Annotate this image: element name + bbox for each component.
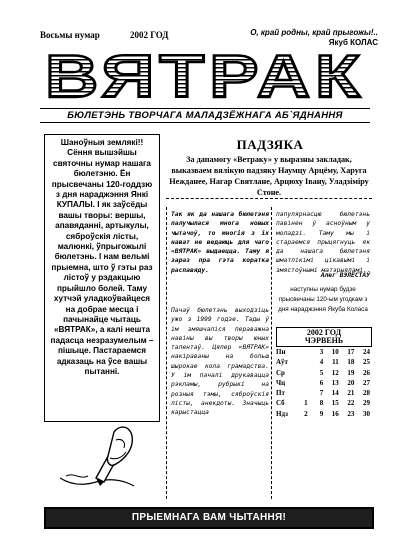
- calendar-date: 26: [362, 368, 370, 377]
- calendar-date: 12: [331, 368, 339, 377]
- calendar-date: 4: [319, 358, 324, 367]
- calendar-date: 24: [362, 348, 370, 356]
- calendar-date: [292, 347, 308, 357]
- calendar-date: [292, 368, 308, 378]
- calendar-grid: [276, 347, 370, 419]
- motto-quote: О, край родны, край прыгожы!..: [250, 28, 378, 37]
- masthead-logo: [40, 47, 370, 103]
- calendar-weekday: Чц: [276, 378, 286, 387]
- article-body: Пачаў бюлетэнь выходзіць ужо з 1999 годзе. Тады ў ім змяшчаліся пераважна навіны вы творы юных талентаў. Цяпер «ВЯТРАК» накіраваны на больш шырокае кола грамадства. У ім пачалі друкавацца рэкламы, рубрыкі на розныя тэмы, сяброўскія лісты, анекдоты. Значыць карыстацца: [171, 307, 269, 417]
- calendar-weekday: Пн: [276, 348, 286, 356]
- calendar-date: 27: [362, 378, 370, 387]
- calendar-row: [276, 368, 370, 378]
- calendar-date: 5: [319, 368, 324, 377]
- calendar-weekday: Ср: [276, 368, 285, 377]
- calendar-row: [276, 398, 370, 408]
- calendar-date: [292, 388, 308, 398]
- pen-writing-illustration: [56, 418, 136, 500]
- calendar-row: [276, 347, 370, 357]
- calendar-date: 25: [362, 358, 370, 367]
- calendar-date: [292, 378, 308, 388]
- section-divider: [166, 198, 372, 199]
- calendar-date: 8: [319, 399, 324, 408]
- calendar-date: 22: [347, 399, 355, 408]
- calendar-date: 14: [331, 389, 339, 398]
- thanks-text: За дапамогу «Ветраку» у выразны закладак, выказваем вялікую падзяку Наумцу Арцёму, Харуга Нежданее, Нагар Святлане, Арцюху Івану, Уладзіміру Стоне.: [169, 155, 369, 197]
- editorial-text: Шаноўныя землякі!! Сёння вышэйшы святочны нумар нашага бюлетэню. Ён прысвечаны 120-годдзю з дня нараджэння Янкі КУПАЛЫ. І як заўсёды вашы творы: вершы, апавяданні, артыкулы, сяброўскія лісты, малюнкі, ўпрыгожылі бюлетэнь. І нам вельмі прыемна, што ў гэты раз лістоў у рэдакцыю прыйшло болей. Таму хутчэй уладкоўвайцеся на добрае месца і пачынайце чытаць «ВЯТРАК», а калі нешта падасца незразумелым – пішыце. Пастараемся адказаць на ўсе вашы пытанні.: [50, 138, 154, 376]
- issue-number: Восьмы нумар: [40, 30, 100, 40]
- calendar-date: [292, 357, 308, 367]
- calendar-date: 2: [304, 409, 308, 418]
- masthead-subtitle: БЮЛЕТЭНЬ ТВОРЧАГА МАЛАДЗЁЖНАГА АБ`ЯДНАННЯ: [40, 108, 370, 123]
- calendar-date: 16: [331, 409, 339, 418]
- calendar-date: 7: [319, 389, 324, 398]
- calendar-date: 11: [332, 358, 339, 367]
- calendar-date: 18: [347, 358, 355, 367]
- calendar-row: [276, 378, 370, 388]
- calendar-row: [276, 388, 370, 398]
- calendar-weekday: Пт: [276, 389, 285, 398]
- calendar-date: 23: [347, 409, 355, 418]
- calendar-date: 6: [319, 378, 324, 387]
- calendar-date: 28: [362, 389, 370, 398]
- calendar-row: [276, 409, 370, 419]
- calendar-header: [276, 327, 372, 347]
- calendar-row: [276, 357, 370, 367]
- thanks-heading: ПАДЗЯКА: [236, 137, 304, 152]
- calendar-date: 13: [331, 378, 339, 387]
- article-signature: Алег ВЭЛЕСТАЎ: [320, 272, 370, 279]
- footer-banner: ПРЫЕМНАГА ВАМ ЧЫТАННЯ!: [44, 507, 374, 529]
- motto-author: Якуб КОЛАС: [328, 38, 378, 47]
- calendar-date: 9: [319, 409, 324, 418]
- article-continuation: папулярнасцю бюлетэнь павінен ў асноўным у моладзі. Таму мы і стараемся прыцягнуць як да нашага бюлетэня шматлікімі цікавымі і змястоўнымі матэрыяламі.: [276, 211, 370, 274]
- calendar-date: 1: [304, 399, 308, 408]
- calendar-weekday: Аўт: [276, 358, 288, 367]
- issue-year: 2002 ГОД: [130, 30, 169, 40]
- calendar-year: 2002 ГОД: [306, 328, 342, 337]
- calendar-date: 21: [347, 389, 355, 398]
- calendar-date: 15: [331, 399, 339, 408]
- calendar-date: 3: [319, 348, 324, 356]
- motto: [208, 28, 378, 48]
- masthead-title: ВЯТРАК: [45, 47, 365, 103]
- calendar-month: ЧЭРВЕНЬ: [304, 336, 344, 345]
- article-intro: Так як да нашага бюлетэня палучылася многа новых чытачоў, то многія з іх нават не ведаюць для чаго «ВЯТРАК» выдаецца. Таму я зараз пра гэта коратка распавяду.: [171, 211, 269, 274]
- calendar-date: 19: [347, 368, 355, 377]
- calendar-date: 30: [362, 409, 370, 418]
- calendar-weekday: Сб: [276, 399, 285, 408]
- calendar-date: 17: [347, 348, 355, 356]
- calendar-weekday: Ндз: [276, 409, 288, 418]
- calendar-date: 20: [347, 378, 355, 387]
- calendar-date: 29: [362, 399, 370, 408]
- calendar-date: 10: [331, 348, 339, 356]
- next-issue-announcement: наступны нумар будзе прысвечаны 120-ым угодкам з дня нараджэння Якуба Коласа: [278, 286, 368, 313]
